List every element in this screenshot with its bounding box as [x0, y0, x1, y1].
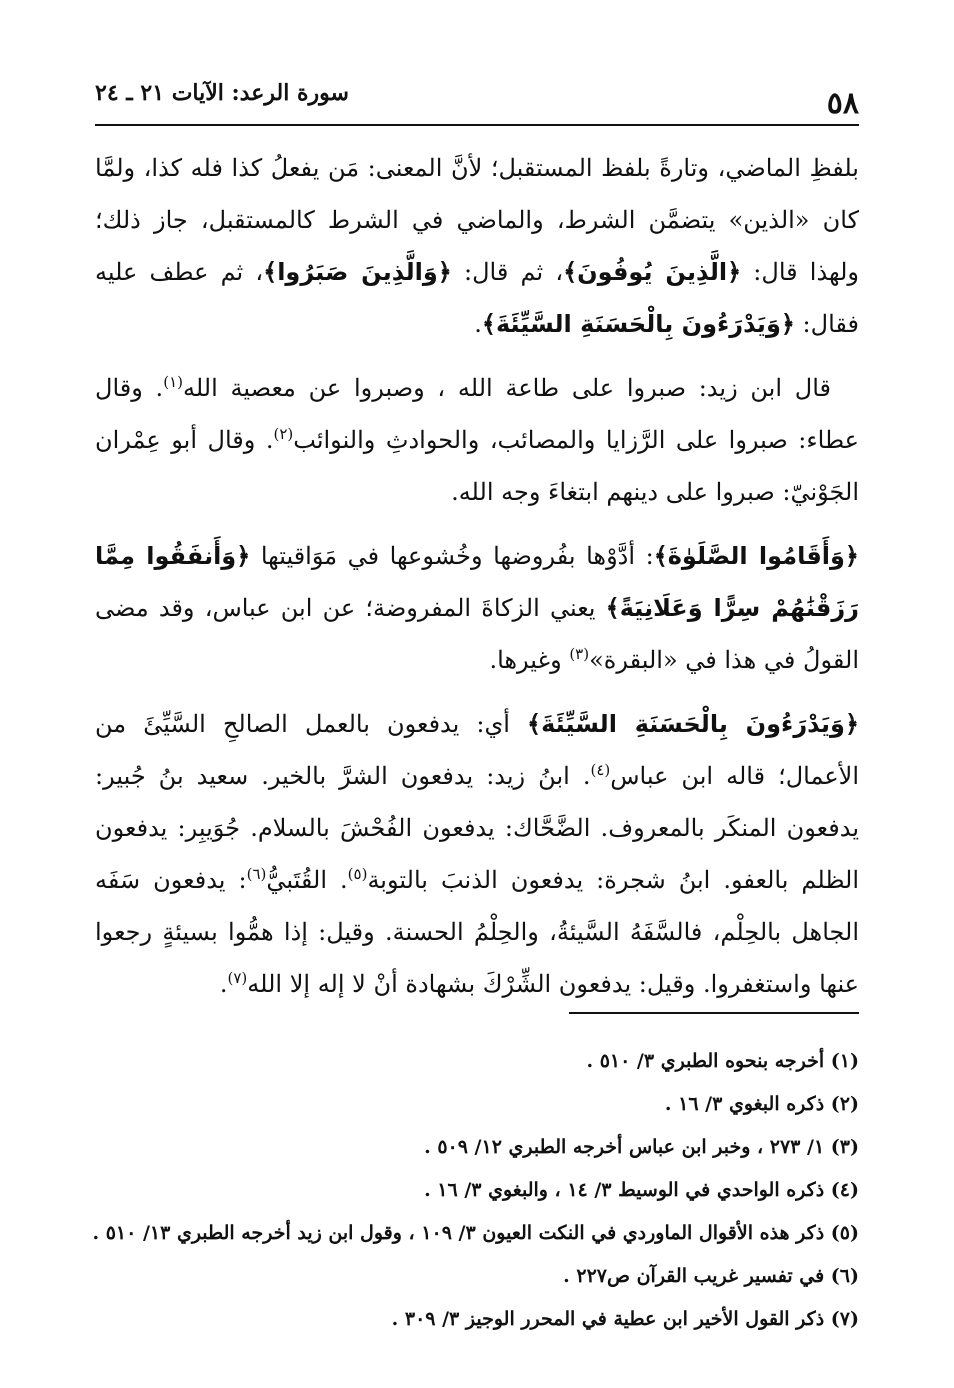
quran-verse: ﴿وَأَنفَقُوا مِمَّا رَزَقْنَٰهُمْ سِرًّا وَعَلَانِيَةً﴾ — [95, 542, 859, 622]
text-run: يعني الزكاةَ المفروضة؛ عن ابن عباس، وقد مضى القولُ في هذا في «البقرة» — [95, 594, 859, 674]
footnote: (٧) ذكر القول الأخير ابن عطية في المحرر الوجيز ٣/ ٣٠٩ . — [391, 1308, 859, 1330]
footnote-separator — [569, 1012, 859, 1014]
footnote-ref: (٧) — [227, 969, 248, 987]
text-run: وغيرها. — [489, 646, 570, 674]
quran-verse: ﴿وَالَّذِينَ صَبَرُوا﴾ — [263, 258, 452, 286]
text-run: . ابنُ زيد: يدفعون الشرَّ بالخير. سعيد بنُ جُبير: يدفعون المنكَر بالمعروف. الضَّحَّاك: يدفعون الفُحْشَ بالسلام. جُوَيبِر: يدفعون الظلم بالعفو. ابنُ شجرة: يدفعون الذنبَ بالتوبة — [95, 762, 860, 894]
footnote: (١) أخرجه بنحوه الطبري ٣/ ٥١٠ . — [586, 1050, 859, 1072]
paragraph-3 — [95, 530, 859, 686]
footnote: (٣) ١/ ٢٧٣ ، وخبر ابن عباس أخرجه الطبري ١٢/ ٥٠٩ . — [424, 1136, 859, 1158]
text-run: أي: يدفعون بالعمل الصالحِ السَّيِّئَ من الأعمال؛ قاله ابن عباس — [95, 710, 860, 790]
quran-verse: ﴿وَيَدْرَءُونَ بِالْحَسَنَةِ السَّيِّئَةَ﴾ — [481, 310, 795, 338]
page-number: ٥٨ — [826, 86, 859, 121]
text-run: ، ثم عطف عليه فقال: — [95, 258, 859, 338]
footnote-ref: (١) — [163, 373, 183, 391]
text-run: . القُتَبيُّ — [266, 866, 348, 894]
text-run: . وقال عطاء: صبروا على الرَّزايا والمصائب، والحوادثِ والنوائب — [95, 374, 859, 454]
footnote-ref: (٦) — [246, 865, 267, 883]
text-run: . — [474, 310, 482, 338]
page-header — [95, 68, 859, 126]
paragraph-1 — [95, 142, 859, 350]
footnote-ref: (٣) — [569, 645, 590, 663]
text-run: بلفظِ الماضي، وتارةً بلفظ المستقبل؛ لأنَّ المعنى: مَن يفعلُ كذا فله كذا، ولمَّا كان «الذين» يتضمَّن الشرط، والماضي في الشرط كالمستقبل، جاز ذلك؛ ولهذا قال: — [95, 154, 860, 286]
text-run: . — [219, 970, 228, 998]
paragraph-2 — [95, 362, 859, 518]
running-title: سورة الرعد: الآيات ٢١ ـ ٢٤ — [95, 80, 349, 106]
footnote-ref: (٤) — [590, 761, 611, 779]
footnote: (٦) في تفسير غريب القرآن ص٢٢٧ . — [563, 1265, 859, 1287]
quran-verse: ﴿الَّذِينَ يُوفُونَ﴾ — [563, 258, 742, 286]
text-run: قال ابن زيد: صبروا على طاعة الله ، وصبروا عن معصية الله — [182, 374, 831, 402]
text-run: : أدَّوْها بفُروضها وخُشوعها في مَوَاقيتها — [250, 542, 654, 570]
footnote-ref: (٢) — [273, 425, 294, 443]
text-run: ، ثم قال: — [451, 258, 564, 286]
footnote: (٢) ذكره البغوي ٣/ ١٦ . — [664, 1093, 859, 1115]
footnotes — [92, 1040, 859, 1341]
quran-verse: ﴿وَيَدْرَءُونَ بِالْحَسَنَةِ السَّيِّئَةَ﴾ — [527, 710, 859, 738]
main-text — [95, 142, 859, 1022]
footnote-ref: (٥) — [347, 865, 368, 883]
paragraph-4 — [95, 698, 859, 1010]
footnote: (٤) ذكره الواحدي في الوسيط ٣/ ١٤ ، والبغوي ٣/ ١٦ . — [424, 1179, 859, 1201]
footnote: (٥) ذكر هذه الأقوال الماوردي في النكت العيون ٣/ ١٠٩ ، وقول ابن زيد أخرجه الطبري ١٣/ ٥١٠ . — [92, 1222, 859, 1244]
text-run: . وقال أبو عِمْران الجَوْنيّ: صبروا على دينهم ابتغاءَ وجه الله. — [95, 426, 859, 506]
quran-verse: ﴿وَأَقَامُوا الصَّلَوٰةَ﴾ — [653, 542, 859, 570]
text-run: : يدفعون سَفَه الجاهل بالحِلْم، فالسَّفَهُ السَّيئةُ، والحِلْمُ الحسنة. وقيل: إذا همُّوا بسيئةٍ رجعوا عنها واستغفروا. وقيل: يدفعون الشِّرْكَ بشهادة أنْ لا إله إلا الله — [95, 866, 859, 998]
